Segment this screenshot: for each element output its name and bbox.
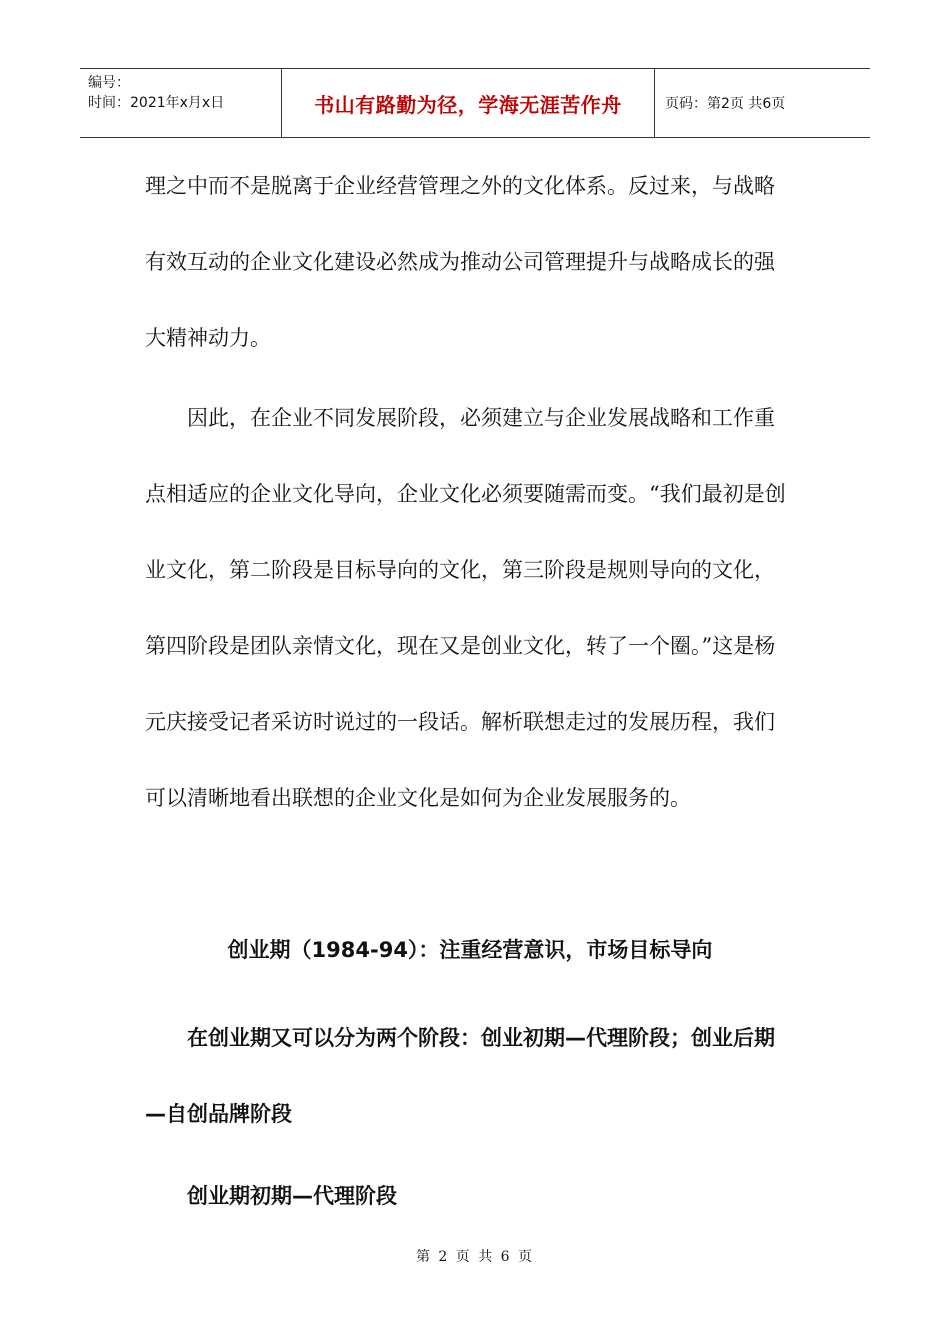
page-footer: 第 2 页 共 6 页 bbox=[415, 1249, 535, 1265]
section-heading: 创业期（1984-94）：注重经营意识，市场目标导向 bbox=[227, 938, 713, 962]
motto-text: 书山有路勤为径，学海无涯苦作舟 bbox=[314, 92, 622, 117]
number-label: 编号： bbox=[88, 75, 130, 91]
paragraph-1: 理之中而不是脱离于企业经营管理之外的文化体系。反过来，与战略有效互动的企业文化建设必然成为推动公司管理提升与战略成长的强大精神动力。 bbox=[145, 174, 775, 350]
header-meta bbox=[80, 69, 282, 137]
header-motto bbox=[282, 69, 655, 137]
time-label: 时间：2021年x月x日 bbox=[88, 95, 225, 111]
paragraph-3: 在创业期又可以分为两个阶段：创业初期—代理阶段；创业后期—自创品牌阶段 bbox=[145, 1026, 775, 1126]
sub-heading: 创业期初期—代理阶段 bbox=[187, 1184, 397, 1208]
page-header bbox=[80, 68, 870, 138]
paragraph-2: 因此，在企业不同发展阶段，必须建立与企业发展战略和工作重点相适应的企业文化导向，企业文化必须要随需而变。“我们最初是创业文化，第二阶段是目标导向的文化，第三阶段是规则导向的文化，第四阶段是团队亲情文化，现在又是创业文化，转了一个圈。”这是杨元庆接受记者采访时说过的一段话。解析联想走过的发展历程，我们可以清晰地看出联想的企业文化是如何为企业发展服务的。 bbox=[145, 406, 786, 810]
header-page-info: 页码：第2页 共6页 bbox=[665, 96, 786, 112]
